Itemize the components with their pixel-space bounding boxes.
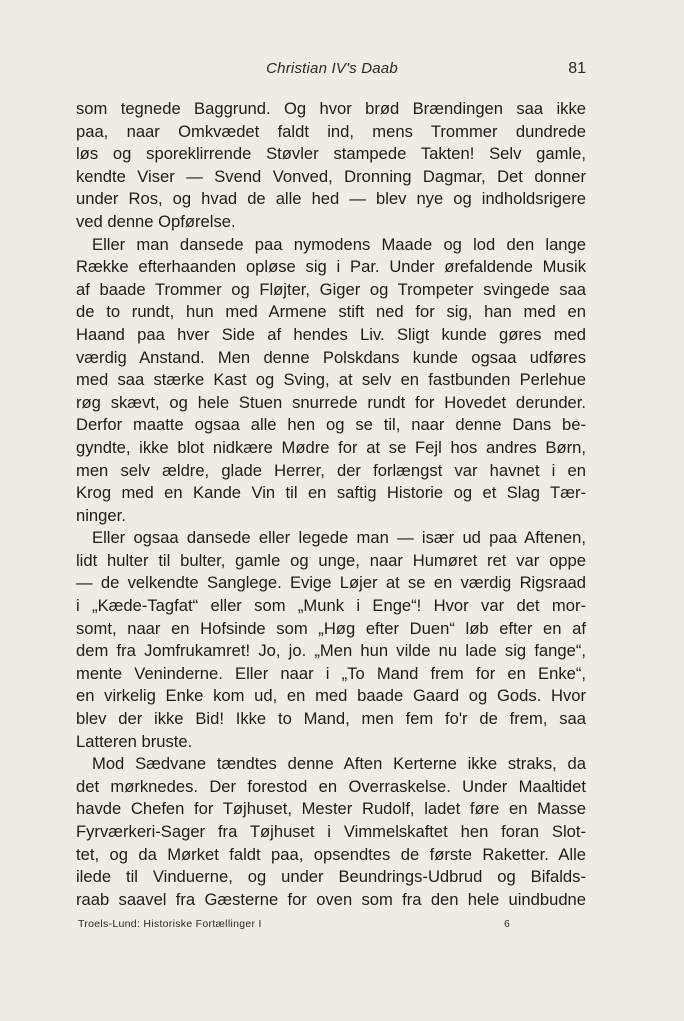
text-line: havde Chefen for Tøjhuset, Mester Rudolf, ladet føre en Masse xyxy=(76,799,586,819)
text-line: de to rundt, hun med Armene stift ned for sig, han med en xyxy=(76,302,586,322)
text-line: paa, naar Omkvædet faldt ind, mens Trommer dundrede xyxy=(76,121,586,141)
body-text xyxy=(76,98,586,911)
text-line: men selv ældre, glade Herrer, der forlængst var havnet i en xyxy=(76,460,586,480)
page-footer xyxy=(78,918,518,934)
text-line: af baade Trommer og Fløjter, Giger og Trompeter svingede saa xyxy=(76,279,586,299)
text-line: gyndte, ikke blot nidkære Mødre for at se Fejl hos andres Børn, xyxy=(76,437,586,457)
text-line: en virkelig Enke kom ud, en med baade Gaard og Gods. Hvor xyxy=(76,686,586,706)
text-line: Fyrværkeri-Sager fra Tøjhuset i Vimmelskaftet hen foran Slot- xyxy=(76,822,586,841)
text-line: raab saavel fra Gæsterne for oven som fra den hele uindbudne xyxy=(76,889,586,909)
text-line: ilede til Vinduerne, og under Beundrings-Udbrud og Bifalds- xyxy=(76,867,586,887)
text-line: løs og sporeklirrende Støvler stampede Takten! Selv gamle, xyxy=(76,144,586,164)
text-line: med saa stærke Kast og Sving, at selv en fastbunden Perlehue xyxy=(76,370,586,390)
text-line: røg skævt, og hele Stuen snurrede rundt for Hovedet derunder. xyxy=(76,392,586,412)
text-line: Mod Sædvane tændtes denne Aften Kerterne ikke straks, da xyxy=(92,754,586,774)
text-line: somt, naar en Hofsinde som „Høg efter Duen“ løb efter en af xyxy=(76,618,586,638)
running-title: Christian IV's Daab xyxy=(266,60,398,77)
text-line: Eller man dansede paa nymodens Maade og lod den lange xyxy=(92,234,586,254)
footer-source: Troels-Lund: Historiske Fortællinger I xyxy=(78,918,262,930)
page-header xyxy=(78,60,586,84)
text-line: tet, og da Mørket faldt paa, opsendtes de første Raketter. Alle xyxy=(76,844,586,864)
text-line: i „Kæde-Tagfat“ eller som „Munk i Enge“! Hvor var det mor- xyxy=(76,596,586,616)
text-line: Eller ogsaa dansede eller legede man — især ud paa Aftenen, xyxy=(92,528,586,548)
text-line: blev der ikke Bid! Ikke to Mand, men fem fo'r de frem, saa xyxy=(76,709,586,729)
text-line: ved denne Opførelse. xyxy=(76,211,236,231)
text-line: Haand paa hver Side af hendes Liv. Sligt kunde gøres med xyxy=(76,324,586,344)
text-line: ninger. xyxy=(76,505,126,525)
text-line: det mørknedes. Der forestod en Overraskelse. Under Maaltidet xyxy=(76,776,586,796)
text-line: — de velkendte Sanglege. Evige Løjer at se en værdig Rigsraad xyxy=(76,573,586,593)
text-line: mente Veninderne. Eller naar i „To Mand frem for en Enke“, xyxy=(76,663,586,683)
text-line: dem fra Jomfrukamret! Jo, jo. „Men hun vilde nu lade sig fange“, xyxy=(76,641,586,661)
text-line: som tegnede Baggrund. Og hvor brød Brændingen saa ikke xyxy=(76,99,586,118)
page-number: 81 xyxy=(568,60,586,77)
text-line: Derfor maatte ogsaa alle hen og se til, naar denne Dans be- xyxy=(76,415,586,435)
text-line: Række efterhaanden opløse sig i Par. Under ørefaldende Musik xyxy=(76,257,586,277)
text-line: under Ros, og hvad de alle hed — blev nye og indholdsrigere xyxy=(76,189,586,209)
text-line: Krog med en Kande Vin til en saftig Historie og et Slag Tær- xyxy=(76,483,586,503)
signature-mark: 6 xyxy=(504,918,510,930)
text-line: kendte Viser — Svend Vonved, Dronning Dagmar, Det donner xyxy=(76,166,586,186)
text-line: Latteren bruste. xyxy=(76,731,193,751)
text-line: værdig Anstand. Men denne Polskdans kunde ogsaa udføres xyxy=(76,347,586,367)
text-line: lidt hulter til bulter, gamle og unge, naar Humøret ret var oppe xyxy=(76,550,586,570)
